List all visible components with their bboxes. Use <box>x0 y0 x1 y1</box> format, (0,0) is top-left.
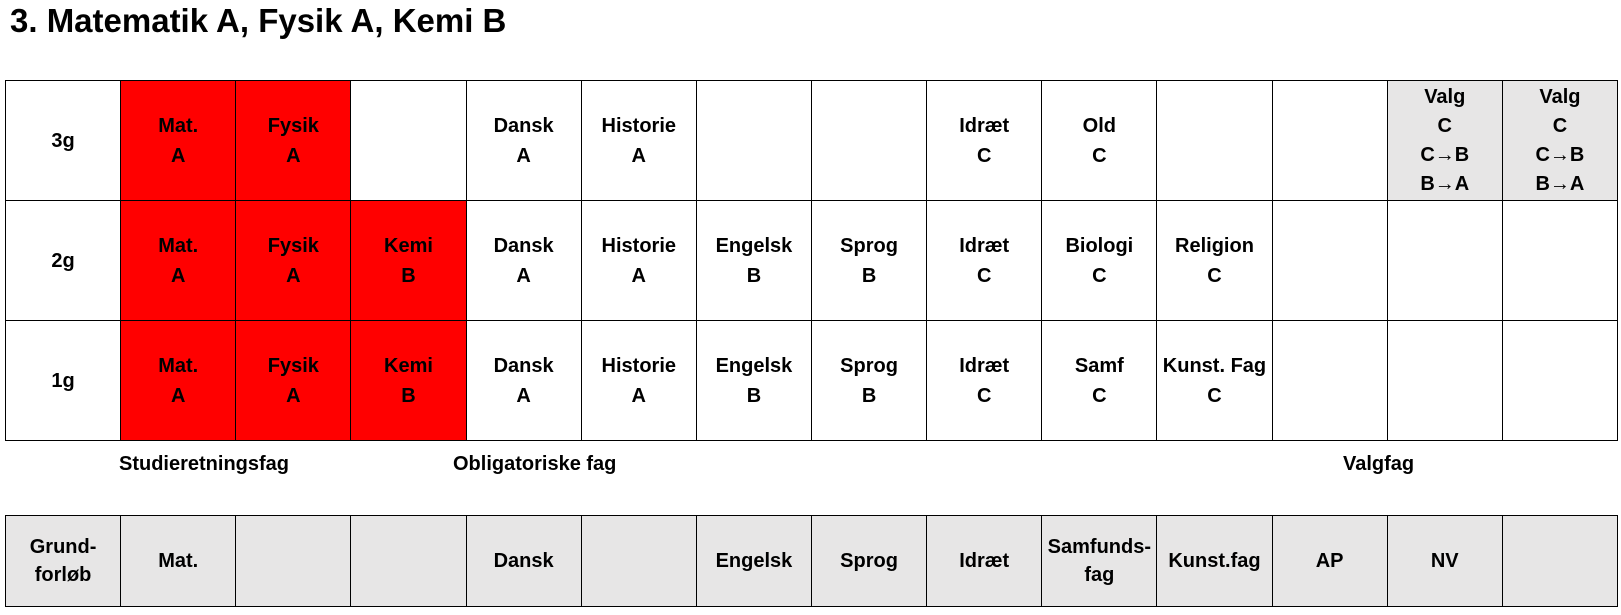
subject-cell <box>1387 321 1502 441</box>
subject-cell <box>696 321 811 441</box>
foundation-cell <box>1042 516 1157 607</box>
foundation-cell <box>1387 516 1502 607</box>
year-label <box>6 201 121 321</box>
cell-text-line: A <box>170 264 186 287</box>
cell-text-line: Dansk <box>493 354 554 377</box>
cell-text-line: Dansk <box>493 114 554 137</box>
cell-text-line: C <box>1207 264 1222 287</box>
cell-text-line: A <box>170 384 186 407</box>
cell-text-line: B→A <box>1535 172 1585 195</box>
subject-cell <box>581 321 696 441</box>
cell-text-line: Mat. <box>158 234 199 257</box>
schedule-table <box>5 80 1618 441</box>
foundation-cell <box>1157 516 1272 607</box>
subject-cell <box>236 81 351 201</box>
foundation-row <box>6 516 1618 607</box>
subject-cell <box>581 201 696 321</box>
cell-text-line: Samf <box>1074 354 1124 377</box>
cell-text-line: NV <box>1430 550 1459 572</box>
subject-cell <box>1387 81 1502 201</box>
cell-text-line: C→B <box>1420 143 1470 166</box>
subject-cell <box>121 321 236 441</box>
cell-text-line: C <box>1092 384 1107 407</box>
cell-text-line: Historie <box>601 354 676 377</box>
year-label-text: 3g <box>51 129 75 152</box>
cell-text-line: A <box>631 264 646 287</box>
cell-text-line: Kunst. Fag <box>1162 354 1267 377</box>
subject-cell <box>1272 81 1387 201</box>
cell-text-line: Valg <box>1539 85 1581 108</box>
page-title: 3. Matematik A, Fysik A, Kemi B <box>10 2 507 39</box>
cell-text-line: Valg <box>1424 85 1466 108</box>
cell-text-line: C <box>1437 114 1452 137</box>
foundation-cell <box>696 516 811 607</box>
cell-text-line: A <box>170 144 186 167</box>
subject-cell <box>811 321 926 441</box>
elective-subjects-label: Valgfag <box>1343 453 1415 475</box>
cell-text-line: Sprog <box>840 354 898 377</box>
foundation-cell <box>466 516 581 607</box>
foundation-cell <box>351 516 466 607</box>
subject-cell <box>1502 321 1617 441</box>
cell-text-line: forløb <box>34 564 92 586</box>
foundation-table <box>5 515 1618 607</box>
cell-text-line: Mat. <box>158 114 199 137</box>
cell-text-line: Idræt <box>959 114 1010 137</box>
cell-text-line: Dansk <box>493 550 554 572</box>
cell-text-line: Kemi <box>384 234 433 257</box>
foundation-cell <box>236 516 351 607</box>
subject-cell <box>466 201 581 321</box>
year-label <box>6 321 121 441</box>
cell-text-line: Historie <box>601 114 676 137</box>
foundation-cell <box>1502 516 1617 607</box>
foundation-cell <box>927 516 1042 607</box>
subject-cell <box>121 81 236 201</box>
subject-cell <box>1042 201 1157 321</box>
subject-cell <box>1042 321 1157 441</box>
subject-cell <box>1042 81 1157 201</box>
cell-text-line: Engelsk <box>715 550 793 572</box>
cell-text-line: B <box>861 264 877 287</box>
cell-text-line: C <box>976 264 992 287</box>
cell-text-line: A <box>516 144 531 167</box>
cell-text-line: A <box>286 384 301 407</box>
cell-text-line: Historie <box>601 234 676 257</box>
foundation-cell <box>1272 516 1387 607</box>
subject-cell <box>1272 201 1387 321</box>
subject-cell <box>927 81 1042 201</box>
cell-text-line: C <box>1552 114 1568 137</box>
mandatory-subjects-label: Obligatoriske fag <box>453 453 617 475</box>
cell-text-line: Idræt <box>959 354 1010 377</box>
subject-cell <box>696 201 811 321</box>
subject-cell <box>1387 201 1502 321</box>
subject-cell <box>1502 81 1617 201</box>
cell-text-line: Grund- <box>29 536 97 558</box>
cell-text-line: A <box>631 144 646 167</box>
cell-text-line: C <box>976 384 992 407</box>
cell-text-line: C <box>1092 264 1107 287</box>
subject-cell <box>1157 81 1272 201</box>
cell-text-line: Idræt <box>959 234 1010 257</box>
foundation-cell <box>121 516 236 607</box>
subject-cell <box>351 321 466 441</box>
subject-cell <box>927 321 1042 441</box>
subject-cell <box>351 201 466 321</box>
subject-cell <box>466 321 581 441</box>
subject-cell <box>696 81 811 201</box>
year-row-1g <box>6 321 1618 441</box>
subject-cell <box>466 81 581 201</box>
cell-text-line: Fysik <box>267 114 319 137</box>
cell-text-line: Sprog <box>840 234 898 257</box>
subject-cell <box>351 81 466 201</box>
cell-text-line: Kemi <box>384 354 433 377</box>
foundation-cell <box>581 516 696 607</box>
year-row-2g <box>6 201 1618 321</box>
cell-text-line: Biologi <box>1065 234 1134 257</box>
cell-text-line: fag <box>1084 564 1115 586</box>
cell-text-line: B <box>401 384 416 407</box>
study-subjects-label: Studieretningsfag <box>119 453 290 475</box>
cell-text-line: A <box>286 144 301 167</box>
subject-cell <box>236 321 351 441</box>
cell-text-line: Sprog <box>840 550 898 572</box>
subject-cell <box>1157 321 1272 441</box>
cell-text-line: B <box>861 384 877 407</box>
foundation-label <box>6 516 121 607</box>
cell-text-line: Samfunds- <box>1047 536 1151 558</box>
cell-text-line: C <box>976 144 992 167</box>
subject-cell <box>1502 201 1617 321</box>
cell-text-line: Mat. <box>158 550 199 572</box>
cell-text-line: Fysik <box>267 354 319 377</box>
cell-text-line: Kunst.fag <box>1168 550 1261 572</box>
year-label <box>6 81 121 201</box>
cell-text-line: A <box>516 384 531 407</box>
subject-cell <box>581 81 696 201</box>
cell-text-line: B <box>401 264 416 287</box>
cell-text-line: Dansk <box>493 234 554 257</box>
cell-text-line: Religion <box>1175 234 1254 257</box>
cell-text-line: B <box>746 264 762 287</box>
subject-cell <box>1157 201 1272 321</box>
year-label-text: 1g <box>51 369 75 392</box>
cell-text-line: C <box>1207 384 1222 407</box>
subject-cell <box>927 201 1042 321</box>
subject-cell <box>1272 321 1387 441</box>
cell-text-line: B→A <box>1420 172 1470 195</box>
cell-text-line: C <box>1092 144 1107 167</box>
subject-cell <box>811 81 926 201</box>
cell-text-line: B <box>746 384 762 407</box>
subject-cell <box>811 201 926 321</box>
cell-text-line: C→B <box>1535 143 1585 166</box>
cell-text-line: Engelsk <box>715 234 793 257</box>
cell-text-line: AP <box>1315 550 1344 572</box>
cell-text-line: A <box>631 384 646 407</box>
year-label-text: 2g <box>51 249 75 272</box>
cell-text-line: Engelsk <box>715 354 793 377</box>
cell-text-line: Mat. <box>158 354 199 377</box>
cell-text-line: A <box>286 264 301 287</box>
foundation-cell <box>811 516 926 607</box>
cell-text-line: Old <box>1082 114 1116 137</box>
year-row-3g <box>6 81 1618 201</box>
cell-text-line: A <box>516 264 531 287</box>
cell-text-line: Idræt <box>959 550 1010 572</box>
subject-cell <box>236 201 351 321</box>
subject-cell <box>121 201 236 321</box>
cell-text-line: Fysik <box>267 234 319 257</box>
